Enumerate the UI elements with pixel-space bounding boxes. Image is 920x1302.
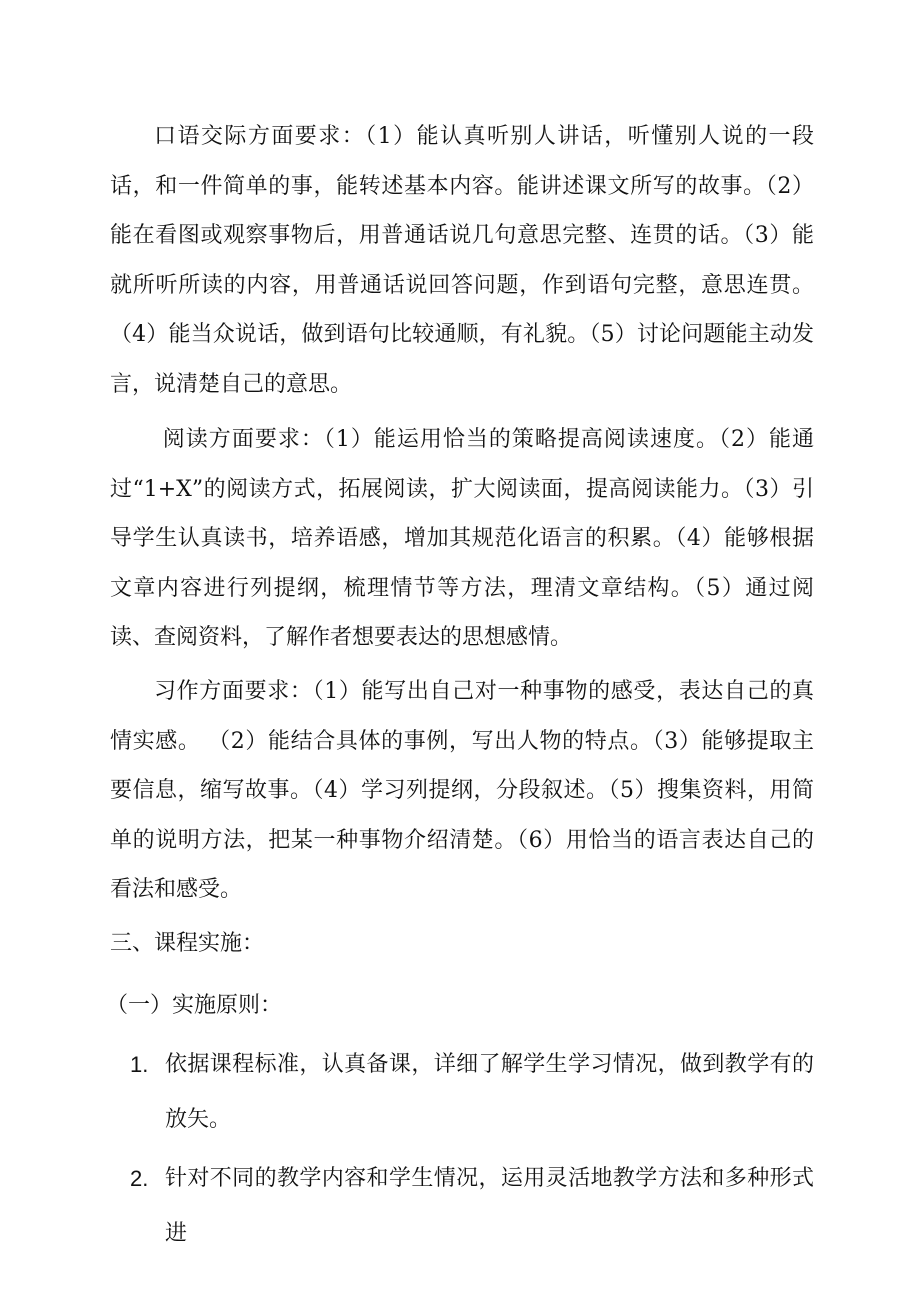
section-heading: 三、课程实施： <box>110 931 265 956</box>
list-item-text: 针对不同的教学内容和学生情况，运用灵活地教学方法和多种形式进 <box>165 1166 814 1246</box>
list-item-text: 依据课程标准，认真备课，详细了解学生学习情况，做到教学有的放矢。 <box>165 1052 814 1132</box>
oral-communication-paragraph: 口语交际方面要求：（1）能认真听别人讲话，听懂别人说的一段话，和一件简单的事，能转述基本内容。能讲述课文所写的故事。（2）能在看图或观察事物后，用普通话说几句意思完整、连贯的话。（3）能就所听所读的内容，用普通话说回答问题，作到语句完整，意思连贯。（4）能当众说话，做到语句比较通顺，有礼貌。（5）讨论问题能主动发言，说清楚自己的意思。 <box>110 124 814 397</box>
subsection-heading: （一）实施原则： <box>106 993 283 1018</box>
list-item <box>130 1037 814 1147</box>
list-item-number: 1. <box>130 1052 149 1077</box>
reading-paragraph: 阅读方面要求：（1）能运用恰当的策略提高阅读速度。（2）能通过“1+X”的阅读方式，拓展阅读，扩大阅读面，提高阅读能力。（3）引导学生认真读书，培养语感，增加其规范化语言的积累。（4）能够根据文章内容进行列提纲，梳理情节等方法，理清文章结构。（5）通过阅读、查阅资料，了解作者想要表达的思想感情。 <box>110 427 814 650</box>
writing-paragraph: 习作方面要求：（1）能写出自己对一种事物的感受，表达自己的真情实感。 （2）能结合具体的事例，写出人物的特点。（3）能够提取主要信息，缩写故事。（4）学习列提纲，分段叙述。（5）搜集资料，用简单的说明方法，把某一种事物介绍清楚。（6）用恰当的语言表达自己的看法和感受。 <box>110 679 814 902</box>
list-item-number: 2. <box>130 1166 149 1191</box>
list-item <box>130 1151 814 1261</box>
